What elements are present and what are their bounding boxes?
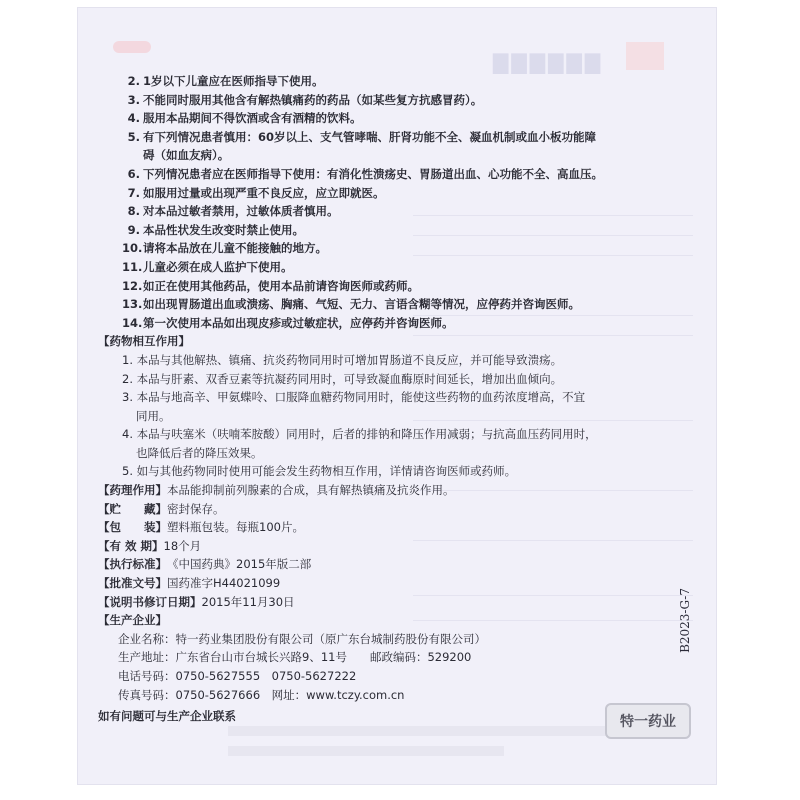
precaution-item: 4. 服用本品期间不得饮酒或含有酒精的饮料。 — [127, 111, 362, 126]
interaction-item: 4. 本品与呋塞米（呋喃苯胺酸）同用时，后者的排钠和降压作用减弱；与抗高血压药同用时， — [122, 427, 597, 442]
interaction-item-continued: 同用。 — [136, 408, 171, 423]
storage-entry: 【贮 藏】密封保存。 — [98, 501, 225, 516]
precaution-item-continued: 碍（如血友病）。 — [143, 148, 230, 163]
manufacturer-phone-row: 电话号码：0750-5627555 0750-5627222 — [118, 669, 357, 683]
interactions-heading: 【药物相互作用】 — [98, 334, 190, 349]
precaution-item: 13.如出现胃肠道出血或溃疡、胸痛、气短、无力、言语含糊等情况，应停药并咨询医师。 — [122, 297, 580, 312]
interaction-item: 1. 本品与其他解热、镇痛、抗炎药物同用时可增加胃肠道不良反应，并可能导致溃疡。 — [122, 352, 563, 367]
manufacturer-block — [108, 630, 698, 704]
precaution-item: 2. 1岁以下儿童应在医师指导下使用。 — [127, 74, 324, 88]
precaution-item: 14.第一次使用本品如出现皮疹或过敏症状，应停药并咨询医师。 — [122, 315, 454, 330]
interaction-item: 3. 本品与地高辛、甲氨蝶呤、口服降血糖药物同用时，能使这些药物的血药浓度增高，不宜 — [122, 390, 586, 405]
precaution-item: 8. 对本品过敏者禁用，过敏体质者慎用。 — [127, 204, 339, 219]
manufacturer-name-row: 企业名称：特一药业集团股份有限公司（原广东台城制药股份有限公司） — [118, 631, 486, 646]
leaflet-content — [98, 72, 698, 726]
leaflet-sheet — [78, 8, 716, 784]
manufacturer-heading: 【生产企业】 — [98, 613, 167, 628]
bleed-through-badge — [113, 41, 151, 53]
precaution-item: 7. 如服用过量或出现严重不良反应，应立即就医。 — [127, 185, 385, 200]
package-entry: 【包 装】塑料瓶包装。每瓶100片。 — [98, 520, 304, 535]
precaution-item: 6. 下列情况患者应在医师指导下使用：有消化性溃疡史、胃肠道出血、心功能不全、高血压。 — [127, 166, 603, 181]
standard-entry: 【执行标准】《中国药典》2015年版二部 — [98, 557, 312, 572]
manufacturer-address-row: 生产地址：广东省台山市台城长兴路9、11号 邮政编码：529200 — [118, 650, 472, 665]
precaution-item: 10.请将本品放在儿童不能接触的地方。 — [122, 241, 327, 256]
contact-note: 如有问题可与生产企业联系 — [98, 709, 236, 724]
interaction-item: 5. 如与其他药物同时使用可能会发生药物相互作用，详情请咨询医师或药师。 — [122, 464, 517, 479]
interactions-list — [108, 351, 698, 481]
company-logo-stamp: 特一药业 — [605, 703, 691, 739]
shelf-life-entry: 【有 效 期】18个月 — [98, 538, 202, 553]
precaution-item: 9. 本品性状发生改变时禁止使用。 — [127, 222, 304, 237]
side-print-code: B2023-G-7 — [678, 588, 692, 653]
interaction-item-continued: 也降低后者的降压效果。 — [136, 445, 263, 460]
precaution-item: 5. 有下列情况患者慎用：60岁以上、支气管哮喘、肝肾功能不全、凝血机制或血小板功能障 — [127, 129, 596, 144]
precaution-item: 3. 不能同时服用其他含有解热镇痛药的药品（如某些复方抗感冒药）。 — [127, 92, 483, 107]
approval-number-entry: 【批准文号】国药准字H44021099 — [98, 576, 281, 591]
pharmacology-entry: 【药理作用】本品能抑制前列腺素的合成，具有解热镇痛及抗炎作用。 — [98, 483, 455, 498]
precaution-item: 12.如正在使用其他药品，使用本品前请咨询医师或药师。 — [122, 278, 419, 293]
bleed-through-title: ▇▇▇▇▇▇ — [493, 50, 604, 74]
interaction-item: 2. 本品与肝素、双香豆素等抗凝药同用时，可导致凝血酶原时间延长，增加出血倾向。 — [122, 371, 563, 386]
precautions-list — [108, 72, 698, 332]
precaution-item: 11.儿童必须在成人监护下使用。 — [122, 259, 293, 274]
bleed-through-logo — [626, 42, 664, 70]
manufacturer-fax-row: 传真号码：0750-5627666 网址：www.tczy.com.cn — [118, 687, 405, 702]
revision-date-entry: 【说明书修订日期】2015年11月30日 — [98, 594, 295, 609]
